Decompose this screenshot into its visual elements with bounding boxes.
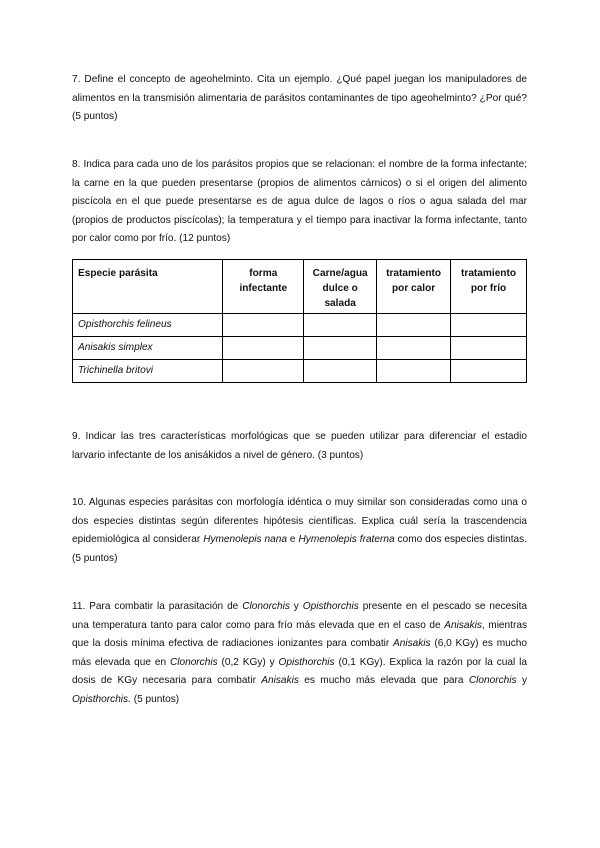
header-meat-water-line3: salada (324, 298, 356, 309)
header-cold-treatment-line2: por frío (470, 283, 507, 294)
table-row (73, 314, 527, 337)
header-cold-treatment-line1: tratamiento (461, 268, 516, 279)
species-opisthorchis: Opisthorchis. (72, 693, 131, 705)
q11-text: 11. Para combatir la parasitación de (72, 601, 243, 612)
species-clonorchis: Clonorchis (468, 675, 517, 687)
species-clonorchis: Clonorchis (169, 656, 218, 668)
question-9: 9. Indicar las tres características morfológicas que se pueden utilizar para diferenciar el estadio larvario infectante de los anisákidos a nivel de género. (3 puntos) (72, 431, 527, 461)
q11-text: (6,0 KGy) es mucho más elevada que en (72, 638, 527, 668)
question-11 (72, 598, 527, 710)
species-hymenolepis-fraterna: Hymenolepis fraterna (298, 534, 395, 546)
species-anisakis: Anisakis (393, 638, 431, 650)
species-name: Opisthorchis felineus (73, 314, 223, 337)
answer-cell-heat-treatment[interactable] (377, 337, 451, 360)
parasite-table (72, 259, 527, 383)
species-anisakis: Anisakis (261, 675, 299, 687)
header-meat-water-line2: dulce o (322, 283, 358, 294)
header-species: Especie parásita (73, 260, 223, 314)
q11-text: (5 puntos) (130, 693, 180, 705)
table-row (73, 337, 527, 360)
q11-text: (0,1 KGy). Explica la razón por la cual la dosis de KGy necesaria para combatir (72, 656, 527, 687)
header-heat-treatment-line2: por calor (391, 283, 436, 294)
question-10 (72, 494, 527, 568)
header-infective-form-line2: infectante (239, 283, 288, 294)
species-anisakis: Anisakis (444, 619, 482, 631)
q11-text: y (289, 601, 303, 612)
header-heat-treatment-line1: tratamiento (386, 268, 442, 279)
answer-cell-infective-form[interactable] (223, 337, 304, 360)
header-infective-form-line1: forma (249, 268, 278, 279)
answer-cell-meat-water[interactable] (304, 360, 377, 383)
table-row (73, 360, 527, 383)
header-infective-form (223, 260, 304, 314)
answer-cell-infective-form[interactable] (223, 314, 304, 337)
species-name: Trichinella britovi (73, 360, 223, 383)
species-name: Anisakis simplex (73, 337, 223, 360)
answer-cell-meat-water[interactable] (304, 314, 377, 337)
header-meat-water-line1: Carne/agua (312, 268, 368, 279)
q11-text: y (516, 675, 527, 687)
table-header-row (73, 260, 527, 314)
header-cold-treatment (451, 260, 527, 314)
q11-text: es mucho más elevada que para (298, 675, 469, 687)
question-8: 8. Indica para cada uno de los parásitos propios que se relacionan: el nombre de la forma infectante; la carne en la que pueden presentarse (propios de alimentos cárnicos) o si el origen del alimento piscícola en el que puede presentarse es de agua dulce de lagos o ríos o agua salada del mar (propios de productos piscícolas); la temperatura y el tiempo para inactivar la forma infectante, tanto por calor como por frío. (12 puntos) (72, 159, 527, 245)
header-meat-water (304, 260, 377, 314)
answer-cell-cold-treatment[interactable] (451, 337, 527, 360)
species-opisthorchis: Opisthorchis (278, 656, 335, 668)
answer-cell-cold-treatment[interactable] (451, 314, 527, 337)
species-hymenolepis-nana: Hymenolepis nana (203, 534, 287, 546)
question-7: 7. Define el concepto de ageohelminto. Cita un ejemplo. ¿Qué papel juegan los manipuladores de alimentos en la transmisión alimentaria de parásitos contaminantes de tipo ageohelminto? ¿Por qué? (5 puntos) (72, 74, 527, 123)
answer-cell-infective-form[interactable] (223, 360, 304, 383)
q11-text: presente en el pescado se necesita una temperatura tanto para calor como para frío más elevada que en el caso de (72, 601, 528, 631)
answer-cell-meat-water[interactable] (304, 337, 377, 360)
q10-text-part1: 10. Algunas especies parásitas con morfología idéntica o muy similar son consideradas como una o dos especies distintas según diferentes hipótesis científicas. Explica cuál sería la trascendencia epidemiológica al considerar (72, 497, 527, 546)
header-heat-treatment (377, 260, 451, 314)
q10-text-part2: e (286, 534, 299, 546)
species-opisthorchis: Opisthorchis (302, 601, 359, 612)
answer-cell-cold-treatment[interactable] (451, 360, 527, 383)
q11-text: , mientras que la dosis mínima efectiva de radiaciones ionizantes para combatir (72, 619, 527, 650)
answer-cell-heat-treatment[interactable] (377, 360, 451, 383)
answer-cell-heat-treatment[interactable] (377, 314, 451, 337)
species-clonorchis: Clonorchis (242, 601, 290, 612)
q11-text: (0,2 KGy) y (217, 656, 279, 668)
q10-text-part3: como dos especies distintas. (5 puntos) (72, 534, 528, 564)
